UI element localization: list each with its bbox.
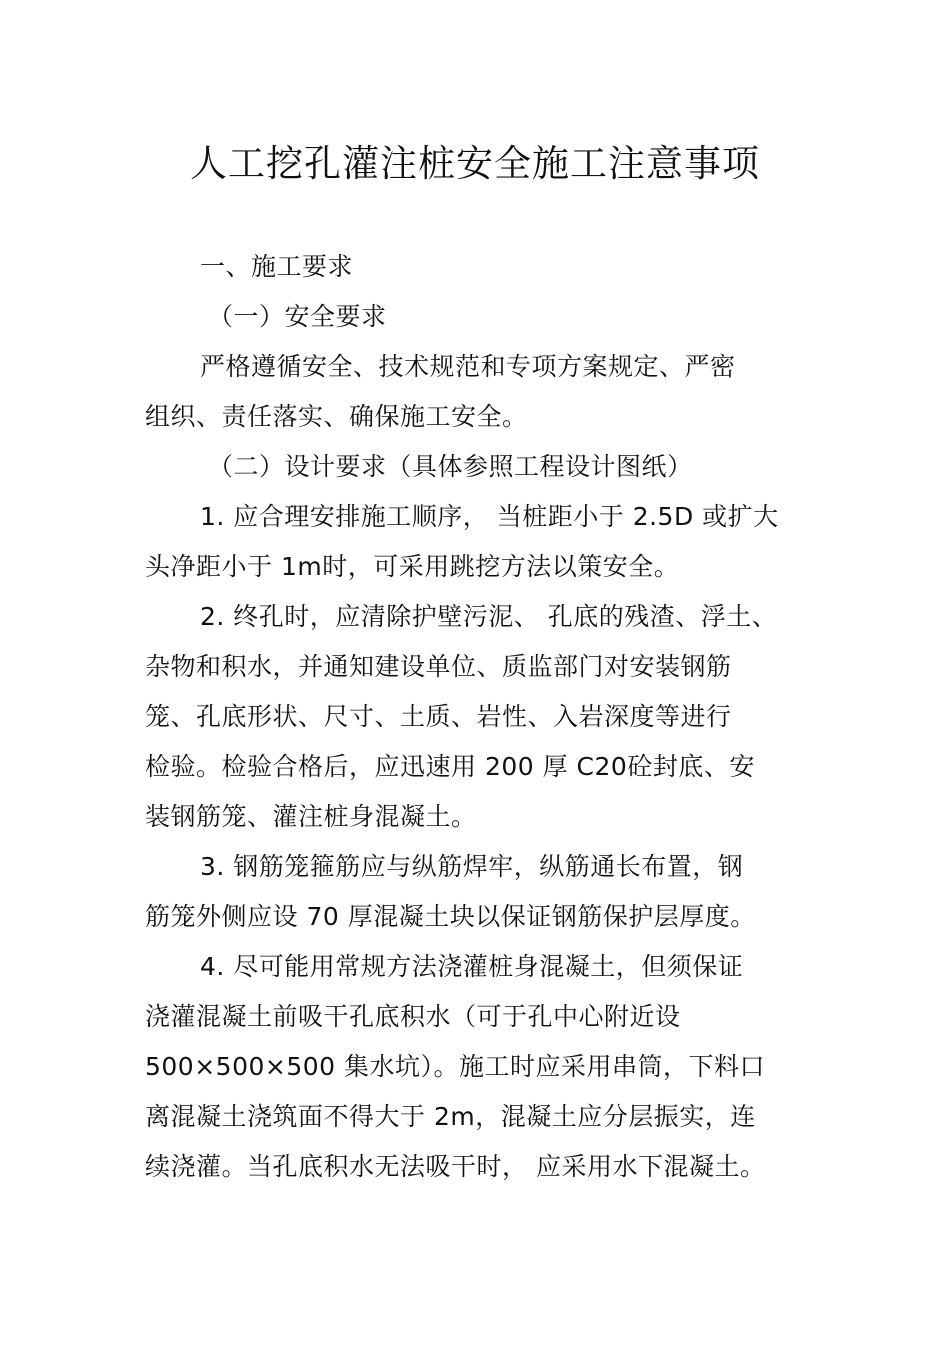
paragraph-line: 装钢筋笼、灌注桩身混凝土。 <box>145 802 477 831</box>
section-heading: 一、施工要求 <box>200 252 354 281</box>
paragraph-line: 组织、责任落实、确保施工安全。 <box>145 402 528 431</box>
paragraph-line: 1. 应合理安排施工顺序， 当桩距小于 2.5D 或扩大 <box>200 502 779 531</box>
paragraph-line: 离混凝土浇筑面不得大于 2m，混凝土应分层振实，连 <box>145 1102 756 1131</box>
paragraph-line: 4. 尽可能用常规方法浇灌桩身混凝土，但须保证 <box>200 952 744 981</box>
paragraph-line: 筋笼外侧应设 70 厚混凝土块以保证钢筋保护层厚度。 <box>145 902 756 931</box>
paragraph-line: 2. 终孔时，应清除护壁污泥、 孔底的残渣、浮土、 <box>200 602 778 631</box>
paragraph-line: 续浇灌。当孔底积水无法吸干时， 应采用水下混凝土。 <box>145 1152 766 1181</box>
paragraph-line: 严格遵循安全、技术规范和专项方案规定、严密 <box>200 352 736 381</box>
paragraph-line: 浇灌混凝土前吸干孔底积水（可于孔中心附近设 <box>145 1002 681 1031</box>
paragraph-line: 3. 钢筋笼箍筋应与纵筋焊牢，纵筋通长布置，钢 <box>200 852 744 881</box>
paragraph-line: 笼、孔底形状、尺寸、土质、岩性、入岩深度等进行 <box>145 702 732 731</box>
subsection-heading: （二）设计要求（具体参照工程设计图纸） <box>208 452 693 481</box>
paragraph-line: 头净距小于 1m时，可采用跳挖方法以策安全。 <box>145 552 680 581</box>
paragraph-line: 杂物和积水，并通知建设单位、质监部门对安装钢筋 <box>145 652 732 681</box>
paragraph-line: 检验。检验合格后，应迅速用 200 厚 C20砼封底、安 <box>145 752 755 781</box>
document-title: 人工挖孔灌注桩安全施工注意事项 <box>190 142 760 185</box>
subsection-heading: （一）安全要求 <box>208 302 387 331</box>
paragraph-line: 500×500×500 集水坑）。施工时应采用串筒，下料口 <box>145 1052 765 1081</box>
